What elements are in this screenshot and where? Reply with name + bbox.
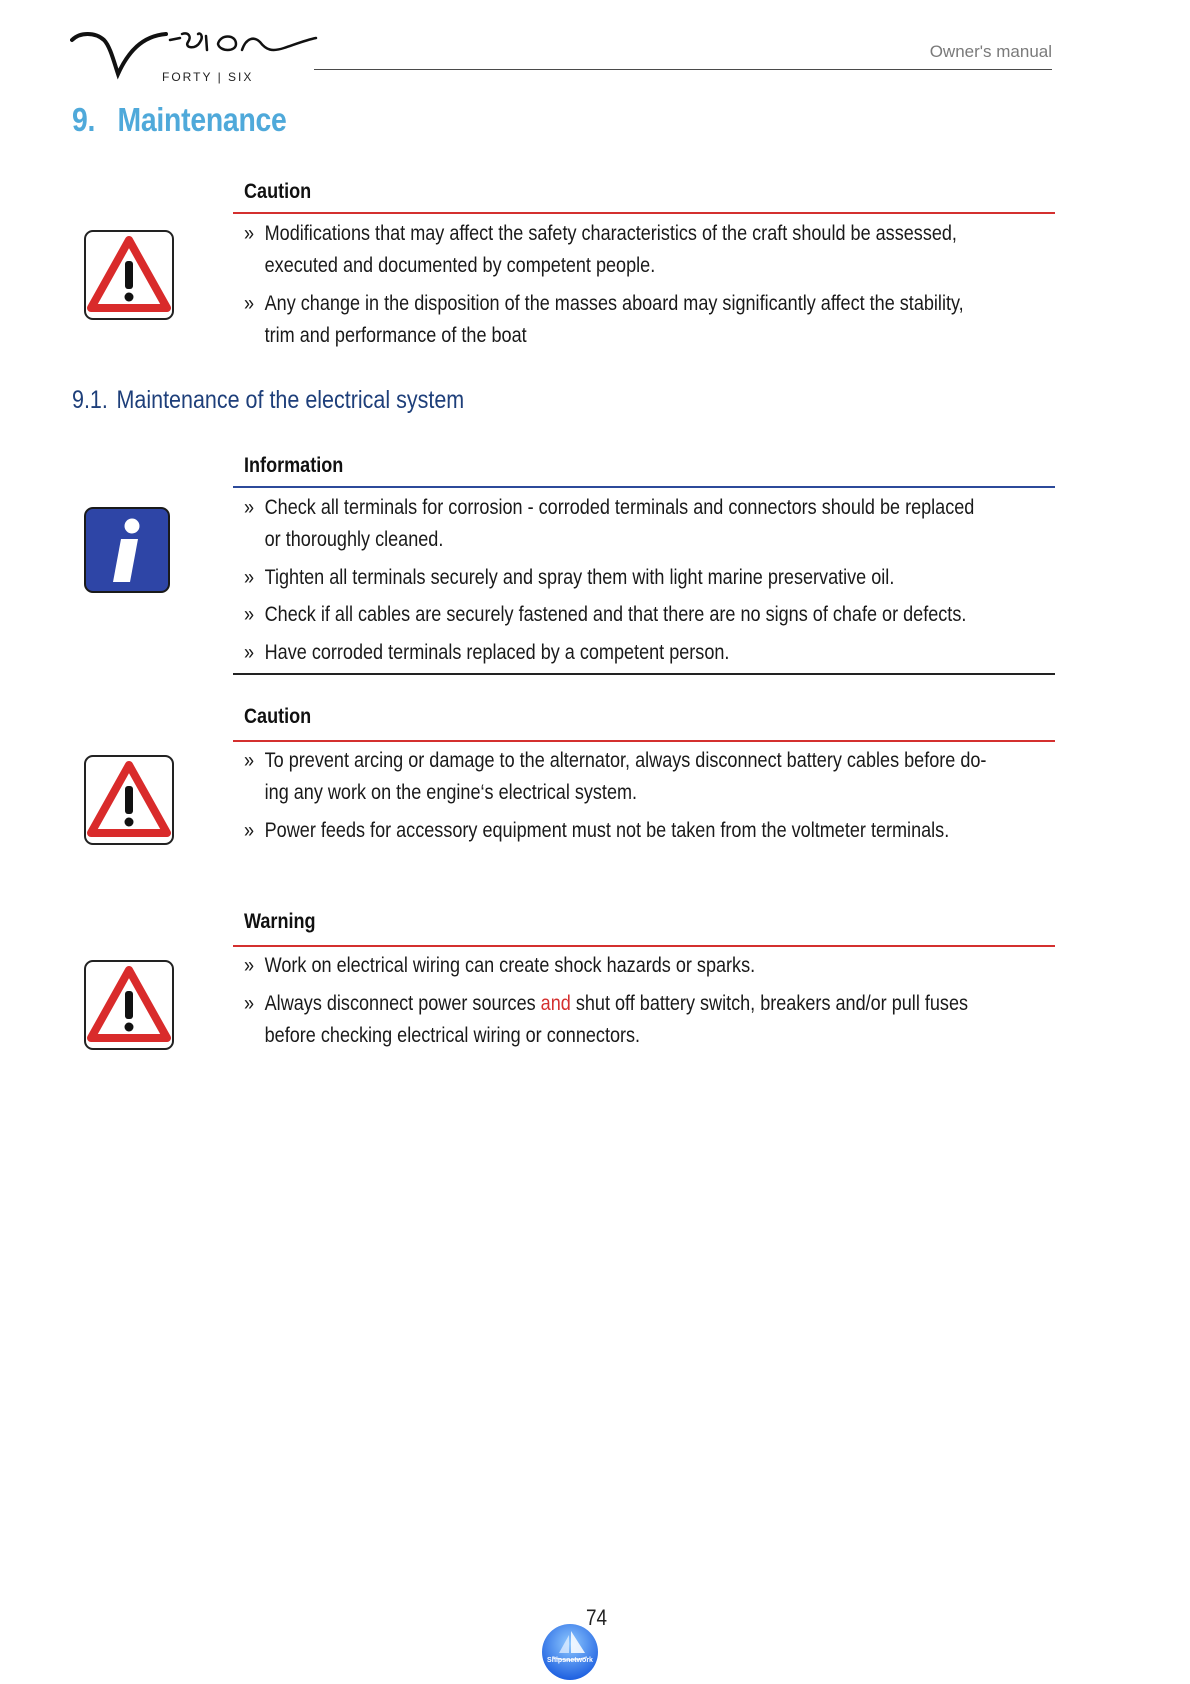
information-item <box>244 492 1001 556</box>
information-item <box>244 599 1001 631</box>
bullet-glyph: » <box>244 992 255 1015</box>
bullet-glyph: » <box>244 566 255 589</box>
chapter-number: 9. <box>72 101 96 138</box>
caution-2-item-text: To prevent arcing or damage to the alternator, always disconnect battery cables before do-ing any work on the engine‘s electrical system. <box>264 749 987 804</box>
bullet-glyph: » <box>244 954 255 977</box>
caution-2-rule <box>233 740 1055 742</box>
section-title <box>72 386 464 415</box>
caution-2-item-text: Power feeds for accessory equipment must not be taken from the voltmeter terminals. <box>264 819 950 842</box>
caution-2-title: Caution <box>244 705 312 728</box>
caution-1-rule <box>233 212 1055 214</box>
svg-text:Shipsnetwork: Shipsnetwork <box>547 1657 593 1664</box>
caution-1-title: Caution <box>244 180 312 203</box>
caution-1-item-text: Any change in the disposition of the masses aboard may significantly affect the stability, trim and performance of the boat <box>264 292 964 347</box>
page-number: 74 <box>586 1605 608 1630</box>
chapter-title <box>72 101 287 139</box>
document-type-label: Owner's manual <box>929 42 1052 61</box>
header-divider <box>314 69 1052 70</box>
information-item-text: Have corroded terminals replaced by a competent person. <box>264 641 730 664</box>
caution-1-item <box>244 288 1001 352</box>
logo-subtitle: FORTY | SIX <box>162 70 254 84</box>
warning-item-2-highlight: and <box>540 992 571 1015</box>
information-rule <box>233 486 1055 488</box>
warning-item-text: Work on electrical wiring can create shock hazards or sparks. <box>264 954 756 977</box>
warning-item <box>244 950 1001 982</box>
section-number: 9.1. <box>72 386 108 414</box>
caution-1-item-text: Modifications that may affect the safety characteristics of the craft should be assessed, executed and documented by competent people. <box>264 222 957 277</box>
warning-item-2-part-1: Always disconnect power sources <box>264 992 541 1015</box>
chapter-title-text: Maintenance <box>117 101 287 138</box>
information-icon <box>83 506 171 594</box>
caution-1-item <box>244 218 1001 282</box>
warning-item <box>244 988 1001 1052</box>
warning-triangle-icon <box>83 754 175 846</box>
warning-rule <box>233 945 1055 947</box>
bullet-glyph: » <box>244 222 255 245</box>
information-title: Information <box>244 454 344 477</box>
bullet-glyph: » <box>244 749 255 772</box>
warning-triangle-icon <box>83 229 175 321</box>
caution-2-item <box>244 815 1001 847</box>
information-item <box>244 562 1001 594</box>
information-item-text: Tighten all terminals securely and spray them with light marine preservative oil. <box>264 566 895 589</box>
bullet-glyph: » <box>244 603 255 626</box>
bullet-glyph: » <box>244 292 255 315</box>
bullet-glyph: » <box>244 641 255 664</box>
shipsnetwork-watermark-logo <box>541 1623 599 1681</box>
bullet-glyph: » <box>244 496 255 519</box>
warning-triangle-icon <box>83 959 175 1051</box>
information-item-text: Check if all cables are securely fastened and that there are no signs of chafe or defects. <box>264 603 967 626</box>
warning-item-text <box>265 988 987 1052</box>
caution-2-item <box>244 745 1001 809</box>
warning-item-2-part-2: shut off battery switch, breakers and/or pull fuses before checking electrical wiring or connectors. <box>264 992 969 1047</box>
warning-title: Warning <box>244 910 316 933</box>
information-bottom-rule <box>233 673 1055 675</box>
bullet-glyph: » <box>244 819 255 842</box>
information-item <box>244 637 1001 669</box>
section-title-text: Maintenance of the electrical system <box>116 386 465 414</box>
information-item-text: Check all terminals for corrosion - corroded terminals and connectors should be replaced or thoroughly cleaned. <box>264 496 975 551</box>
